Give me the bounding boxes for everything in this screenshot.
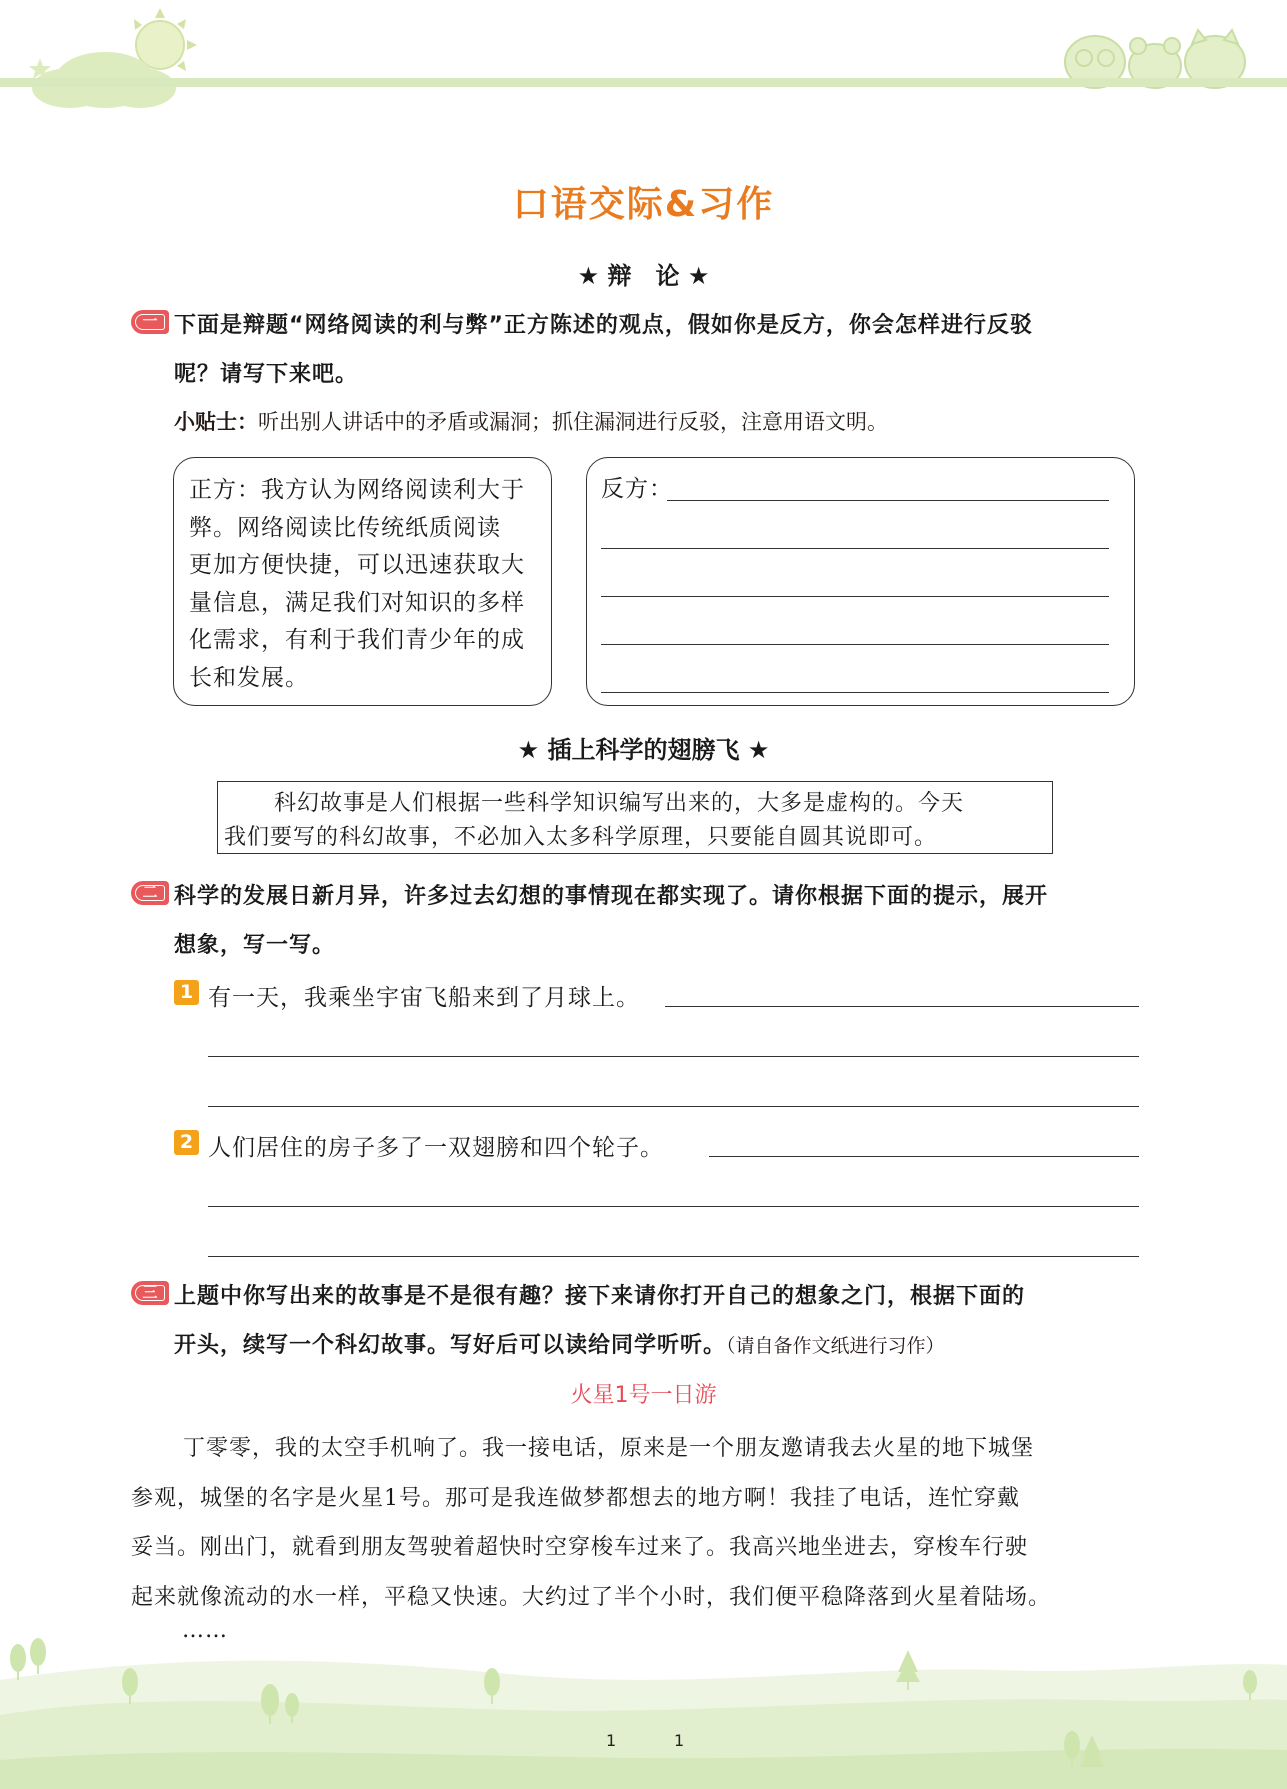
answer-line[interactable] [709,1156,1139,1157]
answer-line[interactable] [208,1206,1139,1207]
question-1-badge: 一 [131,310,169,334]
answer-line[interactable] [601,644,1109,645]
pro-line: 正方：我方认为网络阅读利大于 [189,477,525,503]
con-label: 反方： [601,476,673,502]
scifi-intro-box [217,781,1053,854]
page-number-left: 1 [606,1731,617,1750]
answer-line[interactable] [667,500,1109,501]
answer-line[interactable] [208,1056,1139,1057]
pro-line: 长和发展。 [189,664,309,691]
pro-line: 量信息，满足我们对知识的多样 [189,589,525,616]
con-answer-box[interactable] [586,457,1135,706]
story-title: 火星1号一日游 [570,1383,717,1408]
question-2-badge: 二 [131,881,169,905]
story-line: 丁零零，我的太空手机响了。我一接电话，原来是一个朋友邀请我去火星的地下城堡 [183,1436,1035,1461]
question-2-line-2: 想象，写一写。 [174,933,336,958]
answer-line[interactable] [601,692,1109,693]
answer-line[interactable] [208,1106,1139,1107]
pro-statement-box [173,457,552,706]
item-2-badge: 2 [174,1130,199,1155]
question-3-line-2-text: 开头，续写一个科幻故事。写好后可以读给同学听听。 [174,1333,727,1358]
question-2-line-1: 科学的发展日新月异，许多过去幻想的事情现在都实现了。请你根据下面的提示，展开 [174,884,1049,909]
section-debate-heading: ★ 辩 论 ★ [577,262,710,290]
answer-line[interactable] [208,1256,1139,1257]
header-band [0,78,1287,87]
answer-line[interactable] [601,548,1109,549]
scifi-intro-line-1: 科幻故事是人们根据一些科学知识编写出来的，大多是虚构的。今天 [274,791,965,816]
story-text [131,1424,1141,1622]
section-scifi-heading: ★ 插上科学的翅膀飞 ★ [517,736,770,764]
story-line: 起来就像流动的水一样，平稳又快速。大约过了半个小时，我们便平稳降落到火星着陆场。 [131,1584,1052,1610]
item-1-badge: 1 [174,980,199,1005]
tip [174,406,888,436]
story-ellipsis: …… [182,1618,228,1643]
question-3-note: （请自备作文纸进行习作） [726,1335,945,1357]
sun-icon [134,8,197,71]
tip-text: 听出别人讲话中的矛盾或漏洞；抓住漏洞进行反驳，注意用语文明。 [258,410,888,434]
header-decoration [0,0,1287,120]
tip-label: 小贴士： [174,410,258,434]
pro-line: 更加方便快捷，可以迅速获取大 [189,552,525,578]
story-line: 参观，城堡的名字是火星1号。那可是我连做梦都想去的地方啊！我挂了电话，连忙穿戴 [131,1485,1020,1511]
footer-landscape [0,1620,1287,1789]
pro-line: 弊。网络阅读比传统纸质阅读 [189,514,501,541]
question-1-line-1: 下面是辩题“网络阅读的利与弊”正方陈述的观点，假如你是反方，你会怎样进行反驳 [174,313,1033,338]
answer-line[interactable] [601,596,1109,597]
question-3-line-1: 上题中你写出来的故事是不是很有趣？接下来请你打开自己的想象之门，根据下面的 [174,1284,1026,1309]
story-line: 妥当。刚出门，就看到朋友驾驶着超快时空穿梭车过来了。我高兴地坐进去，穿梭车行驶 [131,1535,1029,1560]
pro-line: 化需求，有利于我们青少年的成 [189,627,525,653]
page-number-right: 1 [674,1731,685,1750]
scifi-intro-line-2: 我们要写的科幻故事，不必加入太多科学原理，只要能自圆其说即可。 [224,825,938,850]
answer-line[interactable] [665,1006,1139,1007]
question-1-line-2: 呢？请写下来吧。 [174,362,359,387]
question-3-badge: 三 [131,1281,169,1305]
page-title: 口语交际&习作 [512,184,775,225]
item-1-prompt: 有一天，我乘坐宇宙飞船来到了月球上。 [208,985,640,1011]
item-2-prompt: 人们居住的房子多了一双翅膀和四个轮子。 [208,1135,664,1161]
pro-statement-text [189,472,525,697]
question-3-line-2 [174,1328,945,1359]
